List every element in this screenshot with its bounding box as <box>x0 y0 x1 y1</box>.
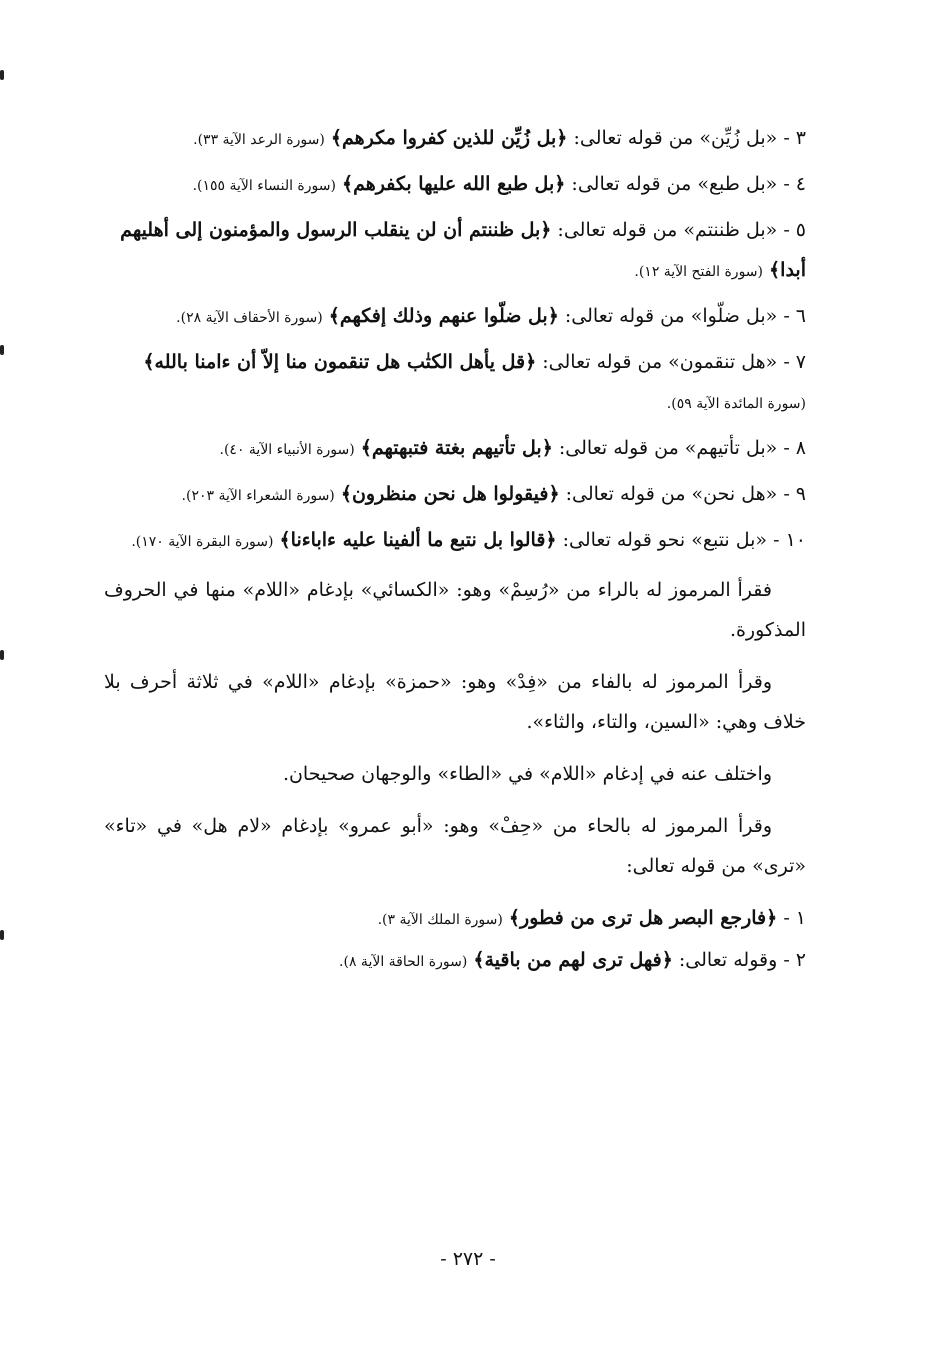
item-number: ٥ - <box>783 219 806 241</box>
quran-verse: ﴿بل طبع الله عليها بكفرهم﴾ <box>342 173 566 195</box>
edge-mark <box>0 345 4 355</box>
quran-verse: ﴿قل يأهل الكتٰب هل تنقمون منا إلاّ أن ءامنا بالله﴾ <box>143 351 537 373</box>
quran-verse: ﴿بل ضلّوا عنهم وذلك إفكهم﴾ <box>328 305 559 327</box>
item-number: ٣ - <box>783 127 806 149</box>
item-number: ٩ - <box>783 483 806 505</box>
list-item <box>104 342 806 424</box>
verse-reference: (سورة الرعد الآية ٣٣). <box>193 132 325 148</box>
item-text: وقوله تعالى: <box>678 949 778 971</box>
item-text: «هل نحن» من قوله تعالى: <box>565 483 778 505</box>
verse-reference: (سورة البقرة الآية ١٧٠). <box>131 534 274 550</box>
verse-reference: (سورة المائدة الآية ٥٩). <box>666 396 806 412</box>
verse-reference: (سورة الحاقة الآية ٨). <box>339 954 468 970</box>
item-text: «هل تنقمون» من قوله تعالى: <box>542 351 778 373</box>
quran-verse: ﴿فيقولوا هل نحن منظرون﴾ <box>340 483 560 505</box>
verse-reference: (سورة الأحقاف الآية ٢٨). <box>176 310 323 326</box>
paragraph: واختلف عنه في إدغام «اللام» في «الطاء» والوجهان صحيحان. <box>282 763 772 785</box>
item-number: ٧ - <box>783 351 806 373</box>
item-number: ٦ - <box>783 305 806 327</box>
item-text: «بل ظننتم» من قوله تعالى: <box>557 219 778 241</box>
item-text: «بل نتبع» نحو قوله تعالى: <box>562 529 768 551</box>
quran-verse: ﴿بل تأتيهم بغتة فتبهتهم﴾ <box>360 437 553 459</box>
item-text: «بل تأتيهم» من قوله تعالى: <box>558 437 778 459</box>
list-item <box>104 428 806 470</box>
list-item <box>104 898 806 940</box>
list-item <box>104 210 806 292</box>
quran-verse: ﴿فارجع البصر هل ترى من فطور﴾ <box>508 907 778 929</box>
paragraph: وقرأ المرموز له بالحاء من «حِفْ» وهو: «أبو عمرو» بإدغام «لام هل» في «تاء» «ترى» من قوله تعالى: <box>104 815 806 877</box>
verse-reference: (سورة الملك الآية ٣). <box>377 912 503 928</box>
item-text: «بل زُيِّن» من قوله تعالى: <box>573 127 778 149</box>
edge-mark <box>0 70 4 80</box>
edge-mark <box>0 650 4 660</box>
item-number: ١٠ - <box>773 529 806 551</box>
list-item <box>104 164 806 206</box>
quran-verse: ﴿بل زُيِّن للذين كفروا مكرهم﴾ <box>330 127 568 149</box>
paragraph: وقرأ المرموز له بالفاء من «فِدْ» وهو: «حمزة» بإدغام «اللام» في ثلاثة أحرف بلا خلاف وهي: «السين، والتاء، والثاء». <box>104 671 806 733</box>
list-item <box>104 940 806 982</box>
paragraph: فقرأ المرموز له بالراء من «رُسِمْ» وهو: «الكسائي» بإدغام «اللام» منها في الحروف المذكورة. <box>104 579 806 641</box>
verse-reference: (سورة الأنبياء الآية ٤٠). <box>219 442 355 458</box>
list-item <box>104 118 806 160</box>
item-number: ١ - <box>783 907 806 929</box>
page-number: - ٢٧٢ - <box>440 1248 496 1270</box>
list-item <box>104 474 806 516</box>
verse-list <box>104 898 806 982</box>
quran-verse: ﴿بل ظننتم أن لن ينقلب الرسول والمؤمنون إلى أهليهم أبدا﴾ <box>120 219 806 281</box>
verse-reference: (سورة الشعراء الآية ٢٠٣). <box>181 488 335 504</box>
verse-reference: (سورة النساء الآية ١٥٥). <box>192 178 336 194</box>
edge-mark <box>0 930 4 940</box>
quran-verse: ﴿فهل ترى لهم من باقية﴾ <box>473 949 673 971</box>
list-item <box>104 520 806 562</box>
item-number: ٨ - <box>783 437 806 459</box>
list-item <box>104 296 806 338</box>
verse-reference: (سورة الفتح الآية ١٢). <box>634 264 763 280</box>
item-text: «بل طبع» من قوله تعالى: <box>571 173 778 195</box>
item-text: «بل ضلّوا» من قوله تعالى: <box>564 305 778 327</box>
quran-verse: ﴿قالوا بل نتبع ما ألفينا عليه ءاباءنا﴾ <box>279 529 557 551</box>
item-number: ٢ - <box>783 949 806 971</box>
item-number: ٤ - <box>783 173 806 195</box>
text-block <box>104 118 806 982</box>
